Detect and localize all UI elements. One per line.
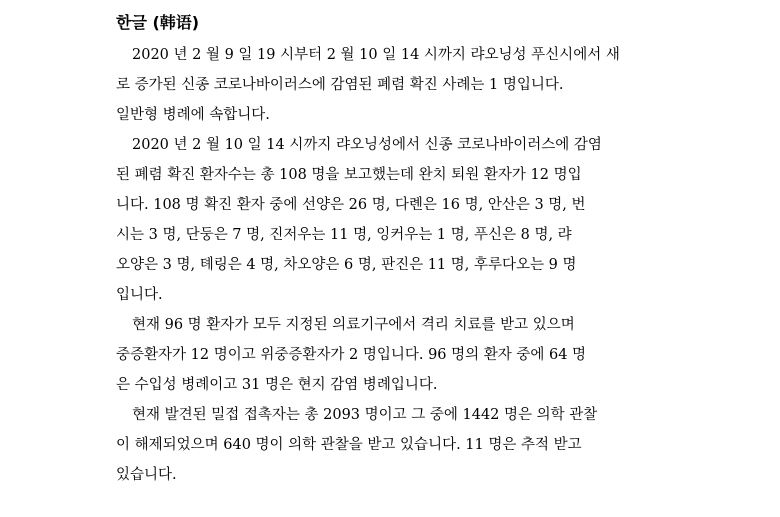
paragraph-1: [116, 40, 664, 130]
paragraph-line: 은 수입성 병례이고 31 명은 현지 감염 병례입니다.: [116, 377, 438, 393]
document-body: [116, 6, 664, 490]
paragraph-line: 중증환자가 12 명이고 위중증환자가 2 명입니다. 96 명의 환자 중에 64 명: [116, 347, 587, 363]
paragraph-line: 니다. 108 명 확진 환자 중에 선양은 26 명, 다롄은 16 명, 안산은 3 명, 번: [116, 197, 586, 213]
paragraph-line: 로 증가된 신종 코로나바이러스에 감염된 폐렴 확진 사례는 1 명입니다.: [116, 77, 564, 93]
paragraph-line: 현재 발견된 밀접 접촉자는 총 2093 명이고 그 중에 1442 명은 의학 관찰: [132, 407, 598, 423]
paragraph-line: 2020 년 2 월 9 일 19 시부터 2 월 10 일 14 시까지 랴오닝성 푸신시에서 새: [132, 47, 620, 63]
paragraph-2: [116, 130, 664, 310]
paragraph-line: 오양은 3 명, 톄링은 4 명, 차오양은 6 명, 판진은 11 명, 후루다오는 9 명: [116, 257, 577, 273]
paragraph-line: 이 해제되었으며 640 명이 의학 관찰을 받고 있습니다. 11 명은 추적 받고: [116, 437, 582, 453]
paragraph-3: [116, 310, 664, 400]
paragraph-line: 현재 96 명 환자가 모두 지정된 의료기구에서 격리 치료를 받고 있으며: [132, 317, 575, 333]
paragraph-line: 시는 3 명, 단둥은 7 명, 진저우는 11 명, 잉커우는 1 명, 푸신은 8 명, 랴: [116, 227, 572, 243]
paragraph-line: 2020 년 2 월 10 일 14 시까지 랴오닝성에서 신종 코로나바이러스에 감염: [132, 137, 602, 153]
paragraph-line: 있습니다.: [116, 467, 177, 483]
paragraph-line: 입니다.: [116, 287, 163, 303]
paragraph-line: 된 폐렴 확진 환자수는 총 108 명을 보고했는데 완치 퇴원 환자가 12 명입: [116, 167, 582, 183]
document-heading: 한글 (韩语): [116, 13, 200, 32]
paragraph-line: 일반형 병례에 속합니다.: [116, 107, 270, 123]
paragraph-4: [116, 400, 664, 490]
